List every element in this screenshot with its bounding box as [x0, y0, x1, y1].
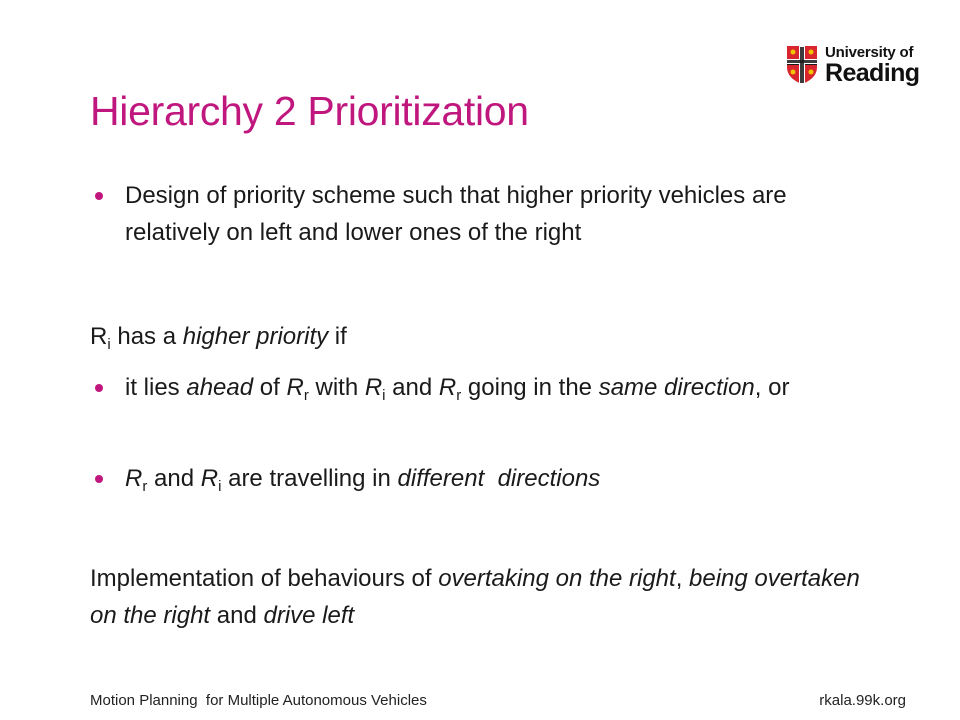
- b3-text1: and: [147, 465, 201, 492]
- intro-text1: has a: [110, 323, 183, 350]
- b2-sub3: r: [456, 387, 462, 404]
- bullet-priority-scheme: [125, 177, 825, 251]
- b2-text3: with: [308, 374, 365, 401]
- b2-text2: of: [253, 374, 287, 401]
- b2-sub2: i: [382, 387, 386, 404]
- intro-text2: if: [328, 323, 347, 350]
- intro-r: R: [90, 323, 108, 350]
- closing-em-being-overtaken: being overtaken on the right: [90, 565, 860, 629]
- closing-text3: and: [210, 602, 264, 629]
- b3-em-different-directions: different directions: [397, 465, 601, 492]
- bullet-same-direction: [125, 369, 825, 406]
- closing-em-overtaking: overtaking on the right: [438, 565, 676, 592]
- b2-sub1: r: [303, 387, 309, 404]
- b3-text2: are travelling in: [221, 465, 398, 492]
- university-shield-icon: [786, 45, 818, 85]
- b3-sub1: r: [142, 478, 148, 495]
- b3-r1: R: [125, 465, 143, 492]
- footer-website: rkala.99k.org: [819, 692, 906, 709]
- slide-title: Hierarchy 2 Prioritization: [90, 88, 529, 134]
- bullet-priority-scheme-text: Design of priority scheme such that higher priority vehicles are relatively on left and lower ones of the right: [125, 182, 787, 246]
- b2-r2: R: [364, 374, 383, 401]
- intro-r-subscript: i: [107, 336, 111, 353]
- closing-text2: ,: [675, 565, 690, 592]
- b2-text5: going in the: [461, 374, 599, 401]
- b2-em-same-direction: same direction: [598, 374, 755, 401]
- b2-r1: R: [286, 374, 304, 401]
- closing-em-drive-left: drive left: [263, 602, 355, 629]
- logo-text-reading: Reading: [825, 59, 920, 87]
- b2-em-ahead: ahead: [186, 374, 254, 401]
- closing-text1: Implementation of behaviours of: [90, 565, 439, 592]
- b3-r2: R: [200, 465, 219, 492]
- b2-text1: it lies: [125, 374, 187, 401]
- b2-r3: R: [438, 374, 457, 401]
- b3-sub2: i: [218, 478, 222, 495]
- b2-text4: and: [385, 374, 439, 401]
- logo-text-university-of: University of: [825, 44, 914, 61]
- b2-text6: , or: [754, 374, 790, 401]
- priority-intro: [90, 318, 850, 355]
- footer-course-title: Motion Planning for Multiple Autonomous Vehicles: [90, 692, 427, 709]
- closing-paragraph: [90, 560, 860, 634]
- bullet-different-directions: [125, 460, 825, 497]
- university-logo: [786, 44, 918, 88]
- intro-emphasis: higher priority: [182, 323, 329, 350]
